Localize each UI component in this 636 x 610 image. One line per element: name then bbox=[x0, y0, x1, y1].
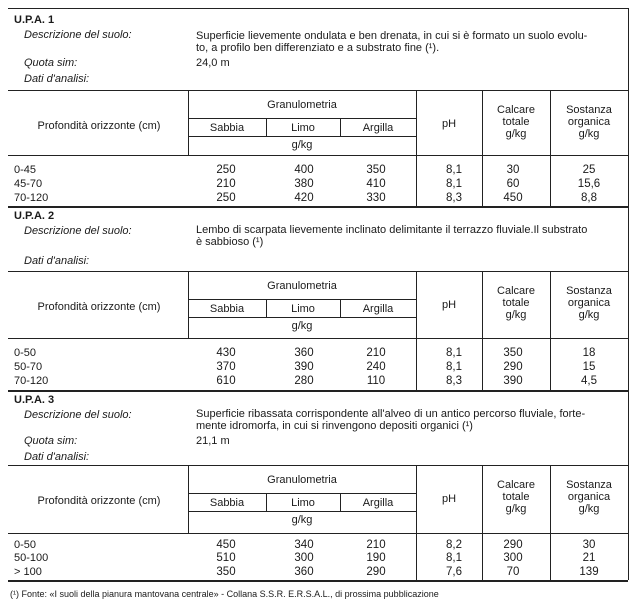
cell-depth: 50-70 bbox=[14, 361, 43, 373]
table-header-bottom bbox=[8, 338, 628, 339]
cell-limo: 390 bbox=[294, 361, 314, 373]
header-sostanza: organica bbox=[567, 116, 611, 128]
quota-value: 21,1 m bbox=[196, 435, 230, 447]
cell-calcare: 30 bbox=[506, 164, 520, 176]
dati-label: Dati d'analisi: bbox=[24, 451, 90, 463]
quota-label: Quota sim: bbox=[24, 435, 78, 447]
header-sostanza: organica bbox=[567, 491, 611, 503]
header-unit-gkg: g/kg bbox=[291, 139, 313, 151]
dati-label: Dati d'analisi: bbox=[24, 73, 90, 85]
header-sabbia: Sabbia bbox=[209, 303, 245, 315]
table-header-bottom bbox=[8, 533, 628, 534]
cell-depth: 0-50 bbox=[14, 539, 37, 551]
cell-calcare: 70 bbox=[506, 566, 520, 578]
description-line: Lembo di scarpata lievemente inclinato delimitante il terrazzo fluviale.Il substrato bbox=[196, 224, 588, 236]
cell-sostanza: 8,8 bbox=[581, 192, 597, 204]
description-line: to, a profilo ben differenziato e a substrato fine (¹). bbox=[196, 42, 440, 54]
col-divider bbox=[416, 465, 417, 580]
header-limo: Limo bbox=[291, 497, 315, 509]
table-header-bottom bbox=[8, 155, 628, 156]
cell-calcare: 60 bbox=[506, 178, 520, 190]
cell-sostanza: 15 bbox=[582, 361, 596, 373]
dati-label: Dati d'analisi: bbox=[24, 255, 90, 267]
cell-argilla: 210 bbox=[366, 347, 386, 359]
cell-ph: 8,1 bbox=[446, 164, 462, 176]
granulometria-underline bbox=[188, 493, 416, 494]
header-sostanza: g/kg bbox=[578, 309, 600, 321]
cell-ph: 8,1 bbox=[446, 361, 462, 373]
cell-sabbia: 510 bbox=[216, 552, 236, 564]
header-calcare: totale bbox=[502, 491, 530, 503]
header-argilla: Argilla bbox=[362, 303, 394, 315]
cell-ph: 8,1 bbox=[446, 347, 462, 359]
cell-sostanza: 15,6 bbox=[577, 178, 601, 190]
cell-sabbia: 350 bbox=[216, 566, 236, 578]
cell-argilla: 110 bbox=[366, 375, 386, 387]
col-divider bbox=[416, 90, 417, 206]
cell-limo: 300 bbox=[294, 552, 314, 564]
cell-argilla: 240 bbox=[366, 361, 386, 373]
cell-sostanza: 18 bbox=[582, 347, 596, 359]
cell-sostanza: 4,5 bbox=[581, 375, 597, 387]
header-calcare: g/kg bbox=[505, 128, 527, 140]
cell-depth: 50-100 bbox=[14, 552, 49, 564]
cell-argilla: 290 bbox=[366, 566, 386, 578]
cell-depth: 70-120 bbox=[14, 375, 49, 387]
header-calcare: totale bbox=[502, 297, 530, 309]
descrizione-label: Descrizione del suolo: bbox=[24, 29, 132, 41]
cell-calcare: 300 bbox=[503, 552, 523, 564]
header-argilla: Argilla bbox=[362, 497, 394, 509]
quota-label: Quota sim: bbox=[24, 57, 78, 69]
cell-sabbia: 610 bbox=[216, 375, 236, 387]
header-sostanza: g/kg bbox=[578, 128, 600, 140]
cell-limo: 340 bbox=[294, 539, 314, 551]
description-line: è sabbioso (¹) bbox=[196, 236, 264, 248]
cell-sabbia: 250 bbox=[216, 164, 236, 176]
col-divider bbox=[416, 271, 417, 390]
cell-sostanza: 25 bbox=[582, 164, 596, 176]
cell-ph: 8,3 bbox=[446, 192, 462, 204]
cell-ph: 8,2 bbox=[446, 539, 462, 551]
footnote: (¹) Fonte: «I suoli della pianura mantovana centrale» - Collana S.S.R. E.R.S.A.L., di prossima pubblicazione bbox=[10, 589, 439, 599]
section-separator bbox=[8, 206, 628, 208]
header-unit-gkg: g/kg bbox=[291, 320, 313, 332]
header-calcare: Calcare bbox=[497, 285, 535, 297]
cell-sabbia: 450 bbox=[216, 539, 236, 551]
granulometria-underline bbox=[188, 118, 416, 119]
header-sabbia: Sabbia bbox=[209, 497, 245, 509]
cell-calcare: 290 bbox=[503, 361, 523, 373]
header-limo: Limo bbox=[291, 303, 315, 315]
description-line: mente idromorfa, in cui si rinvengono depositi organici (¹) bbox=[196, 420, 473, 432]
description-line: Superficie lievemente ondulata e ben drenata, in cui si è formato un suolo evolu- bbox=[196, 30, 588, 42]
cell-ph: 8,1 bbox=[446, 178, 462, 190]
cell-sabbia: 430 bbox=[216, 347, 236, 359]
section-separator bbox=[8, 580, 628, 582]
header-sostanza: Sostanza bbox=[566, 104, 612, 116]
cell-limo: 360 bbox=[294, 566, 314, 578]
header-ph: pH bbox=[441, 299, 457, 311]
cell-limo: 380 bbox=[294, 178, 314, 190]
header-granulometria: Granulometria bbox=[267, 474, 337, 486]
header-argilla: Argilla bbox=[362, 122, 394, 134]
cell-limo: 360 bbox=[294, 347, 314, 359]
table-header-top bbox=[8, 90, 628, 91]
header-calcare: Calcare bbox=[497, 104, 535, 116]
cell-argilla: 410 bbox=[366, 178, 386, 190]
right-border bbox=[628, 8, 629, 580]
header-calcare: g/kg bbox=[505, 309, 527, 321]
section-title: U.P.A. 3 bbox=[14, 394, 55, 406]
quota-value: 24,0 m bbox=[196, 57, 230, 69]
header-calcare: totale bbox=[502, 116, 530, 128]
header-profondita: Profondità orizzonte (cm) bbox=[37, 301, 161, 313]
cell-limo: 400 bbox=[294, 164, 314, 176]
cell-calcare: 350 bbox=[503, 347, 523, 359]
cell-calcare: 390 bbox=[503, 375, 523, 387]
cell-ph: 8,3 bbox=[446, 375, 462, 387]
header-profondita: Profondità orizzonte (cm) bbox=[37, 120, 161, 132]
cell-argilla: 330 bbox=[366, 192, 386, 204]
descrizione-label: Descrizione del suolo: bbox=[24, 409, 132, 421]
cell-ph: 8,1 bbox=[446, 552, 462, 564]
subheader-underline bbox=[188, 511, 416, 512]
header-ph: pH bbox=[441, 118, 457, 130]
header-unit-gkg: g/kg bbox=[291, 514, 313, 526]
header-calcare: Calcare bbox=[497, 479, 535, 491]
header-granulometria: Granulometria bbox=[267, 99, 337, 111]
header-sabbia: Sabbia bbox=[209, 122, 245, 134]
cell-argilla: 190 bbox=[366, 552, 386, 564]
header-profondita: Profondità orizzonte (cm) bbox=[37, 495, 161, 507]
header-sostanza: organica bbox=[567, 297, 611, 309]
cell-depth: 0-45 bbox=[14, 164, 37, 176]
cell-sostanza: 21 bbox=[582, 552, 596, 564]
descrizione-label: Descrizione del suolo: bbox=[24, 225, 132, 237]
subheader-underline bbox=[188, 317, 416, 318]
cell-depth: 70-120 bbox=[14, 192, 49, 204]
cell-ph: 7,6 bbox=[446, 566, 462, 578]
cell-limo: 280 bbox=[294, 375, 314, 387]
section-separator bbox=[8, 390, 628, 392]
cell-sostanza: 30 bbox=[582, 539, 596, 551]
cell-sostanza: 139 bbox=[579, 566, 599, 578]
header-sostanza: Sostanza bbox=[566, 285, 612, 297]
header-sostanza: g/kg bbox=[578, 503, 600, 515]
table-header-top bbox=[8, 465, 628, 466]
section-title: U.P.A. 1 bbox=[14, 14, 55, 26]
cell-sabbia: 250 bbox=[216, 192, 236, 204]
cell-depth: 0-50 bbox=[14, 347, 37, 359]
cell-limo: 420 bbox=[294, 192, 314, 204]
cell-depth: > 100 bbox=[14, 566, 42, 578]
cell-sabbia: 210 bbox=[216, 178, 236, 190]
header-calcare: g/kg bbox=[505, 503, 527, 515]
cell-argilla: 350 bbox=[366, 164, 386, 176]
cell-calcare: 450 bbox=[503, 192, 523, 204]
header-ph: pH bbox=[441, 493, 457, 505]
header-sostanza: Sostanza bbox=[566, 479, 612, 491]
header-limo: Limo bbox=[291, 122, 315, 134]
cell-sabbia: 370 bbox=[216, 361, 236, 373]
header-granulometria: Granulometria bbox=[267, 280, 337, 292]
cell-argilla: 210 bbox=[366, 539, 386, 551]
table-header-top bbox=[8, 271, 628, 272]
cell-depth: 45-70 bbox=[14, 178, 43, 190]
cell-calcare: 290 bbox=[503, 539, 523, 551]
top-border bbox=[8, 8, 628, 9]
description-line: Superficie ribassata corrispondente all'alveo di un antico percorso fluviale, forte- bbox=[196, 408, 586, 420]
granulometria-underline bbox=[188, 299, 416, 300]
subheader-underline bbox=[188, 136, 416, 137]
section-title: U.P.A. 2 bbox=[14, 210, 55, 222]
